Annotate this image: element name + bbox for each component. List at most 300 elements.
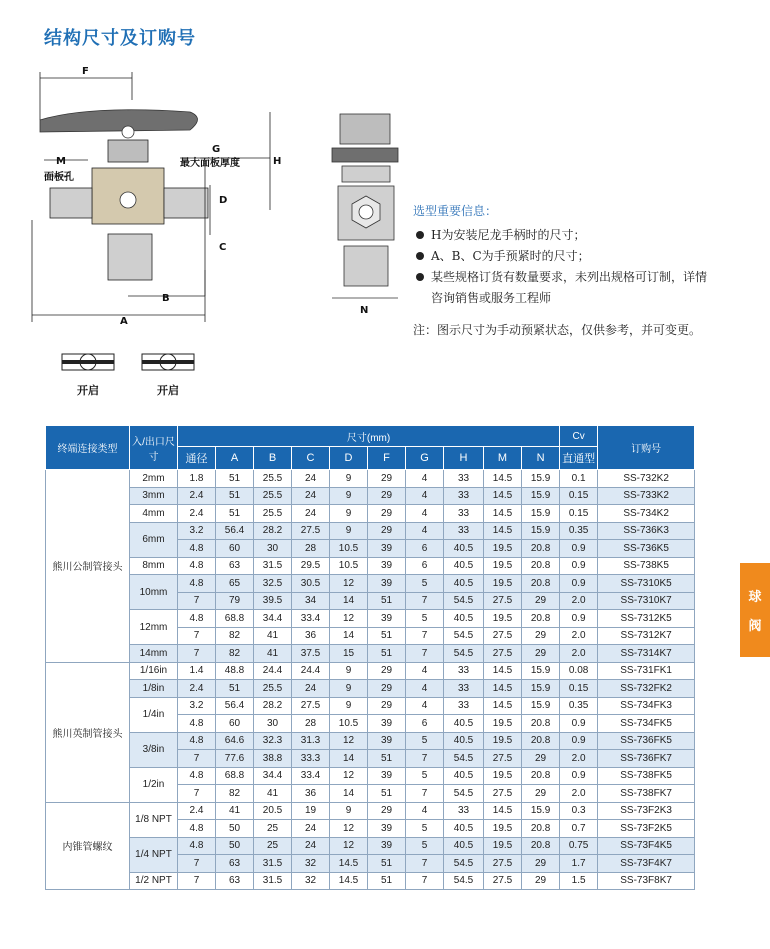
table-cell: 9: [330, 697, 368, 715]
header-cv-sub: 直通型: [560, 447, 598, 470]
table-row: [46, 802, 695, 820]
header-sub: H: [444, 447, 484, 470]
table-cell: 4: [406, 697, 444, 715]
table-cell: 39: [368, 767, 406, 785]
table-cell: 33: [444, 802, 484, 820]
table-cell: SS-736K3: [598, 522, 695, 540]
table-cell: 2.4: [178, 487, 216, 505]
table-cell: 29: [368, 522, 406, 540]
table-cell: 12: [330, 767, 368, 785]
table-cell: 5: [406, 837, 444, 855]
cell-port-size: 1/2in: [130, 767, 178, 802]
table-row: [46, 470, 695, 488]
table-cell: 27.5: [484, 627, 522, 645]
table-cell: 54.5: [444, 627, 484, 645]
table-cell: 6: [406, 540, 444, 558]
table-cell: 4: [406, 522, 444, 540]
table-cell: 29: [368, 487, 406, 505]
header-sub: N: [522, 447, 560, 470]
table-cell: 33.3: [292, 750, 330, 768]
table-cell: 39: [368, 837, 406, 855]
table-cell: SS-734FK3: [598, 697, 695, 715]
table-cell: 77.6: [216, 750, 254, 768]
table-cell: 0.1: [560, 470, 598, 488]
table-cell: 9: [330, 680, 368, 698]
table-cell: 41: [254, 645, 292, 663]
table-cell: 19.5: [484, 820, 522, 838]
table-cell: 40.5: [444, 820, 484, 838]
valve-state-label: 开启: [157, 384, 179, 397]
table-cell: SS-738FK5: [598, 767, 695, 785]
cell-connection-type: 熊川公制管接头: [46, 470, 130, 663]
table-cell: 40.5: [444, 715, 484, 733]
table-cell: 36: [292, 627, 330, 645]
table-cell: 7: [406, 592, 444, 610]
header-type: 终端连接类型: [46, 426, 130, 470]
table-cell: SS-736FK5: [598, 732, 695, 750]
table-cell: 82: [216, 645, 254, 663]
table-cell: 20.8: [522, 715, 560, 733]
table-cell: SS-732FK2: [598, 680, 695, 698]
table-cell: 64.6: [216, 732, 254, 750]
table-cell: 19.5: [484, 837, 522, 855]
table-cell: 24: [292, 680, 330, 698]
table-cell: 54.5: [444, 855, 484, 873]
dim-C-label: C: [219, 242, 227, 253]
table-cell: 4.8: [178, 575, 216, 593]
table-cell: 4: [406, 505, 444, 523]
table-cell: 68.8: [216, 610, 254, 628]
table-cell: 27.5: [292, 697, 330, 715]
table-cell: 7: [406, 872, 444, 890]
table-cell: 40.5: [444, 575, 484, 593]
table-cell: 51: [216, 680, 254, 698]
table-cell: 20.8: [522, 767, 560, 785]
table-cell: 20.8: [522, 837, 560, 855]
table-cell: 14.5: [484, 680, 522, 698]
table-cell: 29: [368, 697, 406, 715]
table-cell: 7: [406, 785, 444, 803]
valve-state-open-2: [138, 350, 198, 398]
cell-connection-type: 内锥管螺纹: [46, 802, 130, 890]
table-cell: 51: [368, 872, 406, 890]
table-cell: 51: [216, 487, 254, 505]
table-cell: 50: [216, 837, 254, 855]
table-cell: 25.5: [254, 487, 292, 505]
cell-port-size: 3mm: [130, 487, 178, 505]
table-cell: 7: [178, 645, 216, 663]
table-cell: 54.5: [444, 750, 484, 768]
table-cell: 20.8: [522, 540, 560, 558]
table-row: [46, 732, 695, 750]
table-cell: 9: [330, 487, 368, 505]
table-cell: 19.5: [484, 557, 522, 575]
table-cell: 40.5: [444, 767, 484, 785]
table-cell: 0.7: [560, 820, 598, 838]
table-cell: 19.5: [484, 540, 522, 558]
valve-state-icon: [61, 350, 115, 374]
table-cell: 82: [216, 785, 254, 803]
table-row: [46, 872, 695, 890]
cell-port-size: 8mm: [130, 557, 178, 575]
table-cell: 2.0: [560, 785, 598, 803]
dim-D-label: D: [219, 195, 228, 206]
table-row: [46, 837, 695, 855]
max-panel-label: 最大面板厚度: [180, 158, 240, 169]
table-cell: 14: [330, 785, 368, 803]
table-cell: 4.8: [178, 540, 216, 558]
cell-port-size: 4mm: [130, 505, 178, 523]
table-cell: 19: [292, 802, 330, 820]
table-cell: 79: [216, 592, 254, 610]
table-cell: 4: [406, 662, 444, 680]
table-cell: 51: [368, 785, 406, 803]
table-cell: SS-73F4K7: [598, 855, 695, 873]
table-cell: 24: [292, 820, 330, 838]
table-cell: 3.2: [178, 522, 216, 540]
table-cell: 14.5: [484, 522, 522, 540]
table-cell: SS-733K2: [598, 487, 695, 505]
cell-port-size: 1/4 NPT: [130, 837, 178, 872]
table-cell: 15.9: [522, 470, 560, 488]
table-cell: 12: [330, 837, 368, 855]
table-cell: 33.4: [292, 767, 330, 785]
table-cell: 39.5: [254, 592, 292, 610]
table-cell: 33: [444, 470, 484, 488]
table-cell: 0.15: [560, 487, 598, 505]
table-cell: 0.08: [560, 662, 598, 680]
cell-port-size: 12mm: [130, 610, 178, 645]
table-cell: 36: [292, 785, 330, 803]
table-cell: 51: [368, 750, 406, 768]
header-sub: M: [484, 447, 522, 470]
table-cell: 29: [368, 505, 406, 523]
table-cell: 25.5: [254, 680, 292, 698]
table-cell: 28: [292, 715, 330, 733]
table-cell: 4: [406, 802, 444, 820]
table-cell: 29: [368, 680, 406, 698]
info-item: A、B、C为手预紧时的尺寸；: [413, 246, 713, 267]
table-cell: 27.5: [484, 645, 522, 663]
selection-info: [413, 202, 713, 309]
table-cell: 33.4: [292, 610, 330, 628]
table-cell: 19.5: [484, 767, 522, 785]
table-cell: 27.5: [484, 750, 522, 768]
table-cell: 51: [368, 592, 406, 610]
table-cell: 14.5: [484, 487, 522, 505]
section-tab-char: 球: [748, 590, 762, 605]
table-cell: 7: [406, 750, 444, 768]
table-cell: 41: [254, 627, 292, 645]
table-cell: 7: [178, 592, 216, 610]
section-tab-ball-valve[interactable]: [740, 563, 770, 657]
table-row: [46, 767, 695, 785]
table-cell: 15.9: [522, 680, 560, 698]
table-cell: 25: [254, 820, 292, 838]
table-cell: 56.4: [216, 697, 254, 715]
table-cell: SS-731FK1: [598, 662, 695, 680]
table-cell: 25.5: [254, 470, 292, 488]
table-cell: 28: [292, 540, 330, 558]
table-cell: SS-73F4K5: [598, 837, 695, 855]
table-cell: 29: [522, 872, 560, 890]
table-cell: 5: [406, 575, 444, 593]
table-cell: 29: [522, 785, 560, 803]
table-cell: 4.8: [178, 732, 216, 750]
table-row: [46, 697, 695, 715]
table-cell: 68.8: [216, 767, 254, 785]
cell-connection-type: 熊川英制管接头: [46, 662, 130, 802]
table-cell: 7: [178, 627, 216, 645]
table-cell: 51: [216, 470, 254, 488]
bullet-icon: [416, 273, 424, 281]
table-cell: 20.8: [522, 557, 560, 575]
table-cell: 5: [406, 820, 444, 838]
section-tab-char: 阀: [748, 619, 762, 634]
table-cell: 51: [368, 627, 406, 645]
table-cell: 24: [292, 487, 330, 505]
table-cell: 15.9: [522, 522, 560, 540]
table-cell: 4.8: [178, 557, 216, 575]
table-cell: 1.8: [178, 470, 216, 488]
table-cell: 27.5: [484, 592, 522, 610]
table-cell: 15.9: [522, 697, 560, 715]
table-cell: 37.5: [292, 645, 330, 663]
table-cell: 5: [406, 610, 444, 628]
table-cell: 63: [216, 872, 254, 890]
table-cell: 0.9: [560, 540, 598, 558]
table-cell: 15: [330, 645, 368, 663]
table-cell: 9: [330, 522, 368, 540]
table-cell: 0.9: [560, 767, 598, 785]
table-cell: 4: [406, 470, 444, 488]
table-cell: SS-7310K5: [598, 575, 695, 593]
table-cell: 20.5: [254, 802, 292, 820]
header-sub: A: [216, 447, 254, 470]
table-cell: 0.35: [560, 522, 598, 540]
table-cell: 9: [330, 802, 368, 820]
table-cell: 19.5: [484, 575, 522, 593]
table-cell: 9: [330, 505, 368, 523]
table-cell: 0.9: [560, 557, 598, 575]
table-cell: 34.4: [254, 767, 292, 785]
valve-state-label: 开启: [77, 384, 99, 397]
table-cell: 7: [406, 645, 444, 663]
table-cell: 9: [330, 662, 368, 680]
table-row: [46, 610, 695, 628]
table-cell: 10.5: [330, 557, 368, 575]
header-sub: C: [292, 447, 330, 470]
dim-B-label: B: [162, 293, 170, 304]
table-cell: SS-73F2K3: [598, 802, 695, 820]
table-cell: 14.5: [330, 855, 368, 873]
valve-state-open-1: [58, 350, 118, 398]
table-cell: 29: [368, 662, 406, 680]
table-cell: 4.8: [178, 837, 216, 855]
table-cell: 27.5: [484, 785, 522, 803]
table-cell: 4.8: [178, 820, 216, 838]
table-cell: 33: [444, 522, 484, 540]
table-cell: 31.5: [254, 855, 292, 873]
table-cell: 60: [216, 715, 254, 733]
cell-port-size: 6mm: [130, 522, 178, 557]
table-cell: 20.8: [522, 820, 560, 838]
table-cell: 20.8: [522, 732, 560, 750]
header-order: 订购号: [598, 426, 695, 470]
table-cell: 30: [254, 715, 292, 733]
table-cell: 0.35: [560, 697, 598, 715]
header-cv: Cv: [560, 426, 598, 447]
table-cell: 65: [216, 575, 254, 593]
table-cell: 27.5: [484, 855, 522, 873]
table-cell: 29: [522, 627, 560, 645]
table-cell: 19.5: [484, 715, 522, 733]
table-cell: 7: [178, 872, 216, 890]
table-cell: 63: [216, 557, 254, 575]
table-cell: SS-734K2: [598, 505, 695, 523]
table-cell: 14: [330, 750, 368, 768]
table-cell: 24.4: [254, 662, 292, 680]
table-cell: 2.4: [178, 802, 216, 820]
table-cell: 60: [216, 540, 254, 558]
table-cell: SS-73F8K7: [598, 872, 695, 890]
panel-hole-label: 面板孔: [44, 172, 74, 183]
table-cell: 24: [292, 505, 330, 523]
cell-port-size: 10mm: [130, 575, 178, 610]
cell-port-size: 1/16in: [130, 662, 178, 680]
table-cell: 20.8: [522, 575, 560, 593]
table-cell: 7: [406, 855, 444, 873]
table-cell: 15.9: [522, 505, 560, 523]
table-cell: 31.5: [254, 557, 292, 575]
table-cell: 41: [216, 802, 254, 820]
table-cell: 2.0: [560, 750, 598, 768]
table-cell: 50: [216, 820, 254, 838]
table-cell: 14: [330, 592, 368, 610]
table-cell: SS-7314K7: [598, 645, 695, 663]
table-cell: 28.2: [254, 522, 292, 540]
table-cell: 29: [522, 750, 560, 768]
table-cell: 32: [292, 855, 330, 873]
header-sub: 通径: [178, 447, 216, 470]
table-cell: 4.8: [178, 767, 216, 785]
valve-side-drawing: [322, 108, 412, 318]
table-row: [46, 662, 695, 680]
table-cell: 14.5: [484, 662, 522, 680]
table-cell: 31.3: [292, 732, 330, 750]
table-cell: 2.4: [178, 680, 216, 698]
table-cell: 2.0: [560, 592, 598, 610]
table-cell: 39: [368, 732, 406, 750]
table-cell: 15.9: [522, 802, 560, 820]
table-cell: 0.15: [560, 505, 598, 523]
table-cell: 39: [368, 540, 406, 558]
table-cell: 15.9: [522, 487, 560, 505]
table-cell: 33: [444, 662, 484, 680]
table-cell: 33: [444, 697, 484, 715]
table-cell: 2.4: [178, 505, 216, 523]
table-cell: SS-7312K5: [598, 610, 695, 628]
table-cell: 27.5: [292, 522, 330, 540]
table-cell: 19.5: [484, 732, 522, 750]
table-cell: 24: [292, 470, 330, 488]
cell-port-size: 1/8in: [130, 680, 178, 698]
valve-front-drawing: [30, 60, 300, 340]
table-cell: 14: [330, 627, 368, 645]
table-cell: 2.0: [560, 645, 598, 663]
table-cell: 29: [368, 470, 406, 488]
table-cell: 30.5: [292, 575, 330, 593]
table-cell: 51: [368, 855, 406, 873]
table-cell: 0.9: [560, 715, 598, 733]
header-sub: F: [368, 447, 406, 470]
table-cell: 29: [522, 592, 560, 610]
table-cell: 32.5: [254, 575, 292, 593]
table-cell: 14.5: [484, 802, 522, 820]
dim-F-label: F: [82, 66, 89, 77]
table-cell: 39: [368, 557, 406, 575]
table-cell: 12: [330, 610, 368, 628]
table-cell: 54.5: [444, 592, 484, 610]
table-cell: 39: [368, 575, 406, 593]
table-cell: 1.7: [560, 855, 598, 873]
table-cell: 30: [254, 540, 292, 558]
header-sub: G: [406, 447, 444, 470]
table-cell: 29: [368, 802, 406, 820]
table-cell: 5: [406, 767, 444, 785]
table-cell: 12: [330, 732, 368, 750]
table-cell: 27.5: [484, 872, 522, 890]
table-cell: 9: [330, 470, 368, 488]
table-cell: 7: [406, 627, 444, 645]
table-cell: SS-736FK7: [598, 750, 695, 768]
dim-G-label: G: [212, 144, 221, 155]
bullet-icon: [416, 252, 424, 260]
table-cell: 24: [292, 837, 330, 855]
table-cell: 1.5: [560, 872, 598, 890]
table-cell: 0.9: [560, 575, 598, 593]
selection-info-heading: 选型重要信息：: [413, 204, 498, 218]
info-item: H为安装尼龙手柄时的尺寸；: [413, 225, 713, 246]
dim-H-label: H: [273, 156, 282, 167]
table-cell: 40.5: [444, 837, 484, 855]
table-cell: 54.5: [444, 872, 484, 890]
table-cell: 12: [330, 575, 368, 593]
table-cell: 34.4: [254, 610, 292, 628]
table-cell: 0.9: [560, 732, 598, 750]
table-cell: 31.5: [254, 872, 292, 890]
header-dims: 尺寸(mm): [178, 426, 560, 447]
table-cell: 0.9: [560, 610, 598, 628]
table-cell: SS-7312K7: [598, 627, 695, 645]
table-cell: 15.9: [522, 662, 560, 680]
table-cell: 4.8: [178, 715, 216, 733]
table-cell: 41: [254, 785, 292, 803]
table-cell: 48.8: [216, 662, 254, 680]
table-row: [46, 505, 695, 523]
table-cell: 39: [368, 610, 406, 628]
table-cell: 63: [216, 855, 254, 873]
dim-N-label: N: [360, 305, 369, 316]
table-row: [46, 645, 695, 663]
table-row: [46, 522, 695, 540]
table-cell: 1.4: [178, 662, 216, 680]
table-cell: 10.5: [330, 540, 368, 558]
table-cell: 56.4: [216, 522, 254, 540]
table-cell: 28.2: [254, 697, 292, 715]
table-cell: 5: [406, 732, 444, 750]
table-cell: 0.3: [560, 802, 598, 820]
